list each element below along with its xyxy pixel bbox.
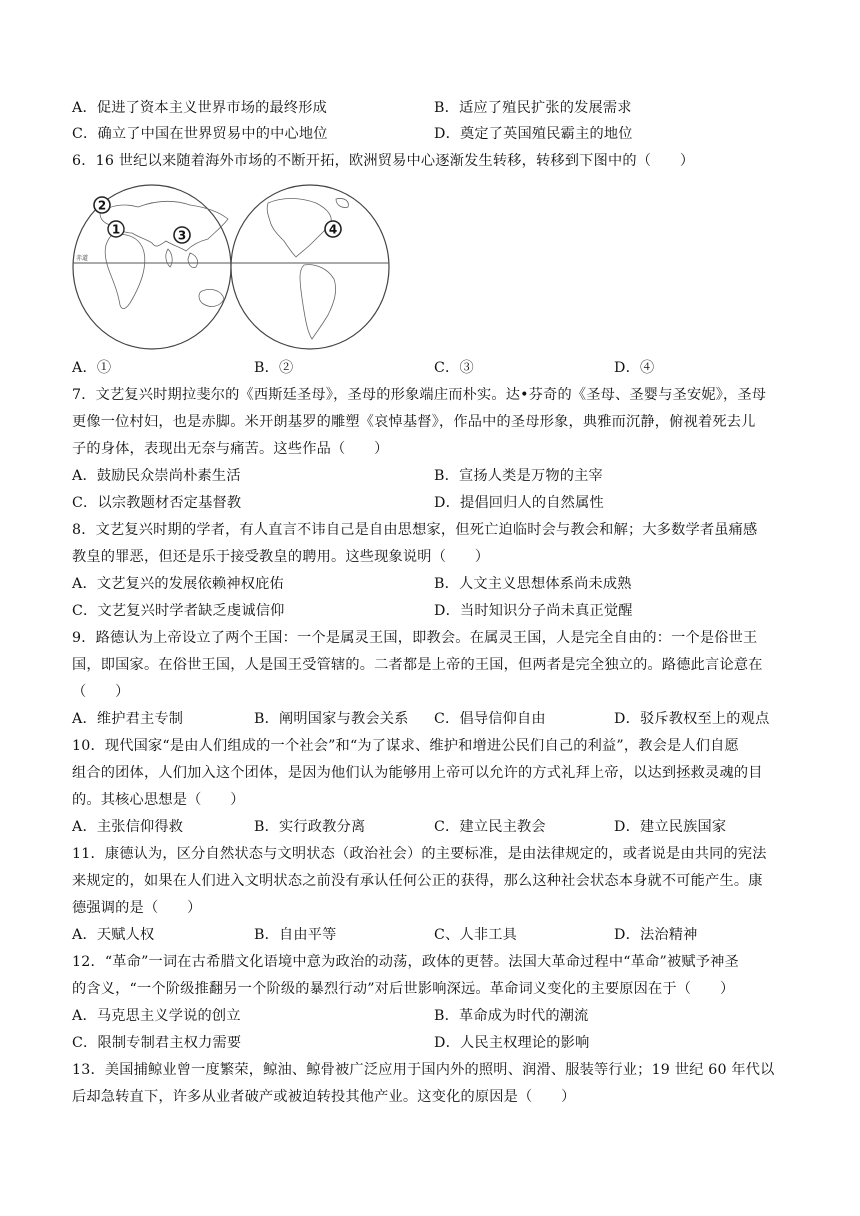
world-map-figure [72, 183, 390, 351]
q12-stem-line1: 12．“革命”一词在古希腊文化语境中意为政治的动荡，政体的更替。法国大革命过程中“革命”被赋予神圣 [72, 954, 739, 970]
equator-label: 赤道 [76, 255, 89, 262]
q10-stem-line2: 组合的团体，人们加入这个团体，是因为他们认为能够用上帝可以允许的方式礼拜上帝，以达到拯救灵魂的目 [72, 765, 763, 781]
q5-option-b: B．适应了殖民扩张的发展需求 [434, 100, 632, 116]
q11-option-b: B．自由平等 [254, 927, 337, 943]
q11-option-a: A．天赋人权 [72, 927, 155, 943]
q6-option-c: C．③ [434, 360, 474, 376]
marker-3 [174, 227, 190, 243]
q7-stem-line1: 7．文艺复兴时期拉斐尔的《西斯廷圣母》，圣母的形象端庄而朴实。达•芬奇的《圣母、圣婴与圣安妮》，圣母 [72, 387, 767, 403]
q13-stem-line1: 13．美国捕鲸业曾一度繁荣，鲸油、鲸骨被广泛应用于国内外的照明、润滑、服装等行业；19 世纪 60 年代以 [72, 1062, 775, 1078]
q7-stem-line3: 子的身体，表现出无奈与痛苦。这些作品（ ） [72, 441, 389, 457]
q7-option-c: C．以宗教题材否定基督教 [72, 495, 242, 511]
q10-stem-line3: 的。其核心思想是（ ） [72, 792, 245, 808]
q8-option-a: A．文艺复兴的发展依赖神权庇佑 [72, 576, 284, 592]
q8-option-b: B．人文主义思想体系尚未成熟 [434, 576, 632, 592]
q13-stem-line2: 后却急转直下，许多从业者破产或被迫转投其他产业。这变化的原因是（ ） [72, 1089, 576, 1105]
q9-option-c: C．倡导信仰自由 [434, 711, 546, 727]
western-hemisphere-outline [231, 185, 389, 349]
q11-option-d: D．法治精神 [614, 927, 698, 943]
q9-stem-line3: （ ） [72, 684, 130, 700]
q8-option-d: D．当时知识分子尚未真正觉醒 [434, 603, 633, 619]
q12-option-b: B．革命成为时代的潮流 [434, 1008, 589, 1024]
q9-option-b: B．阐明国家与教会关系 [254, 711, 409, 727]
svg-text:4: 4 [328, 222, 338, 237]
q12-option-c: C．限制专制君主权力需要 [72, 1035, 242, 1051]
q7-option-a: A．鼓励民众崇尚朴素生活 [72, 468, 241, 484]
q11-stem-line1: 11．康德认为，区分自然状态与文明状态（政治社会）的主要标准，是由法律规定的，或者说是由共同的宪法 [72, 846, 767, 862]
svg-text:2: 2 [97, 198, 107, 213]
svg-text:3: 3 [177, 228, 187, 243]
marker-1 [108, 221, 124, 237]
marker-4 [325, 221, 341, 237]
q10-option-d: D．建立民族国家 [614, 819, 727, 835]
q10-option-b: B．实行政教分离 [254, 819, 366, 835]
q11-stem-line2: 来规定的，如果在人们进入文明状态之前没有承认任何公正的获得，那么这种社会状态本身就不可能产生。康 [72, 873, 763, 889]
q11-option-c: C、人非工具 [434, 927, 517, 943]
q9-stem-line1: 9．路德认为上帝设立了两个王国：一个是属灵王国，即教会。在属灵王国，人是完全自由的：一个是俗世王 [72, 630, 758, 646]
q7-option-b: B．宣扬人类是万物的主宰 [434, 468, 603, 484]
q6-option-d: D．④ [614, 360, 655, 376]
q5-option-d: D．奠定了英国殖民霸主的地位 [434, 126, 633, 142]
q5-option-c: C．确立了中国在世界贸易中的中心地位 [72, 126, 328, 142]
q6-stem: 6．16 世纪以来随着海外市场的不断开拓，欧洲贸易中心逐渐发生转移，转移到下图中的（ ） [72, 153, 695, 169]
q11-stem-line3: 德强调的是（ ） [72, 900, 202, 916]
q5-option-a: A．促进了资本主义世界市场的最终形成 [72, 100, 328, 116]
q9-option-a: A．维护君主专制 [72, 711, 184, 727]
q7-stem-line2: 更像一位村妇，也是赤脚。米开朗基罗的雕塑《哀悼基督》，作品中的圣母形象，典雅而沉静，俯视着死去儿 [72, 414, 756, 430]
q12-option-d: D．人民主权理论的影响 [434, 1035, 590, 1051]
hemisphere-map [72, 183, 390, 351]
q9-stem-line2: 国，即国家。在俗世王国，人是国王受管辖的。二者都是上帝的王国，但两者是完全独立的。路德此言论意在 [72, 657, 763, 673]
marker-2 [94, 197, 110, 213]
q8-stem-line2: 教皇的罪恶，但还是乐于接受教皇的聘用。这些现象说明（ ） [72, 549, 490, 565]
q6-option-b: B．② [254, 360, 294, 376]
q10-stem-line1: 10．现代国家“是由人们组成的一个社会”和“为了谋求、维护和增进公民们自己的利益”，教会是人们自愿 [72, 738, 739, 754]
q6-option-a: A．① [72, 360, 112, 376]
q10-option-a: A．主张信仰得救 [72, 819, 184, 835]
q12-stem-line2: 的含义，“一个阶级推翻另一个阶级的暴烈行动”对后世影响深远。革命词义变化的主要原因在于（ ） [72, 981, 735, 997]
q8-option-c: C．文艺复兴时学者缺乏虔诚信仰 [72, 603, 285, 619]
q10-option-c: C．建立民主教会 [434, 819, 546, 835]
q9-option-d: D．驳斥教权至上的观点 [614, 711, 770, 727]
q8-stem-line1: 8．文艺复兴时期的学者，有人直言不讳自己是自由思想家，但死亡迫临时会与教会和解；大多数学者虽痛感 [72, 522, 758, 538]
svg-text:1: 1 [111, 222, 121, 237]
q7-option-d: D．提倡回归人的自然属性 [434, 495, 604, 511]
q12-option-a: A．马克思主义学说的创立 [72, 1008, 241, 1024]
